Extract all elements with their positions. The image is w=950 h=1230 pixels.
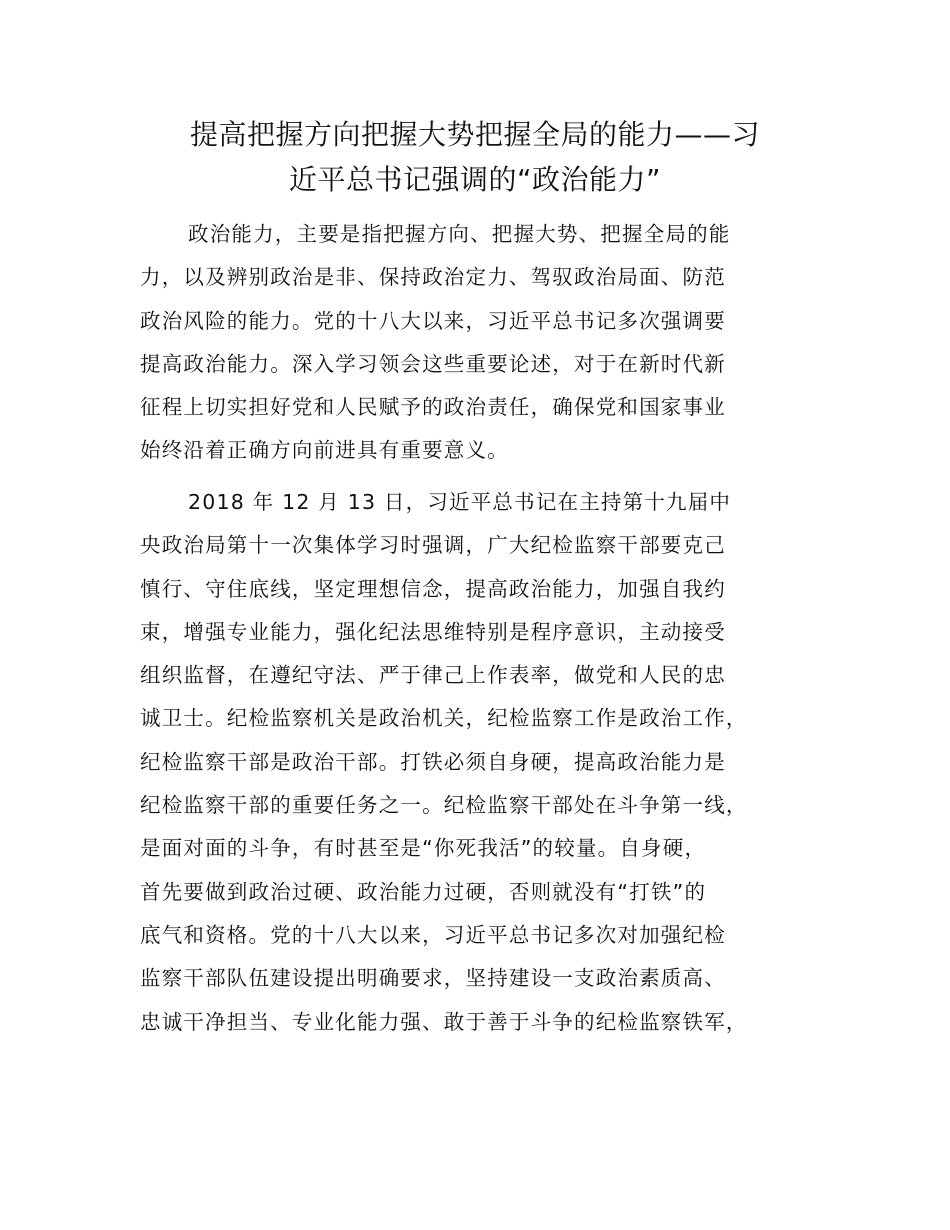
paragraph-line: 纪检监察干部是政治干部。打铁必须自身硬，提高政治能力是 [140, 749, 726, 774]
document-title [140, 112, 810, 202]
paragraph-line: 首先要做到政治过硬、政治能力过硬，否则就没有“打铁”的 [140, 879, 707, 904]
paragraph-line: 政治能力，主要是指把握方向、把握大势、把握全局的能 [188, 222, 731, 246]
paragraph-line: 2018 年 12 月 13 日，习近平总书记在主持第十九届中 [188, 490, 732, 514]
paragraph-line: 诚卫士。纪检监察机关是政治机关，纪检监察工作是政治工作， [140, 706, 748, 731]
title-line-1: 提高把握方向把握大势把握全局的能力——习 [189, 118, 760, 151]
paragraph-1 [140, 213, 840, 473]
paragraph-line: 央政治局第十一次集体学习时强调，广大纪检监察干部要克己 [140, 533, 726, 558]
paragraph-line: 组织监督，在遵纪守法、严于律己上作表率，做党和人民的忠 [140, 663, 726, 688]
title-line-2: 近平总书记强调的“政治能力” [288, 163, 661, 196]
paragraph-line: 政治风险的能力。党的十八大以来，习近平总书记多次强调要 [140, 308, 726, 333]
paragraph-line: 纪检监察干部的重要任务之一。纪检监察干部处在斗争第一线， [140, 793, 748, 818]
paragraph-line: 力，以及辨别政治是非、保持政治定力、驾驭政治局面、防范 [140, 265, 726, 290]
paragraph-line: 监察干部队伍建设提出明确要求，坚持建设一支政治素质高、 [140, 966, 726, 991]
paragraph-line: 提高政治能力。深入学习领会这些重要论述，对于在新时代新 [140, 351, 726, 376]
paragraph-line: 是面对面的斗争，有时甚至是“你死我活”的较量。自身硬， [140, 836, 707, 861]
paragraph-line: 底气和资格。党的十八大以来，习近平总书记多次对加强纪检 [140, 922, 726, 947]
paragraph-line: 忠诚干净担当、专业化能力强、敢于善于斗争的纪检监察铁军， [140, 1009, 748, 1034]
paragraph-line: 始终沿着正确方向前进具有重要意义。 [140, 438, 509, 463]
paragraph-line: 征程上切实担好党和人民赋予的政治责任，确保党和国家事业 [140, 395, 726, 420]
paragraph-line: 束，增强专业能力，强化纪法思维特别是程序意识，主动接受 [140, 619, 726, 644]
paragraph-2 [140, 481, 840, 1044]
paragraph-line: 慎行、守住底线，坚定理想信念，提高政治能力，加强自我约 [140, 576, 726, 601]
